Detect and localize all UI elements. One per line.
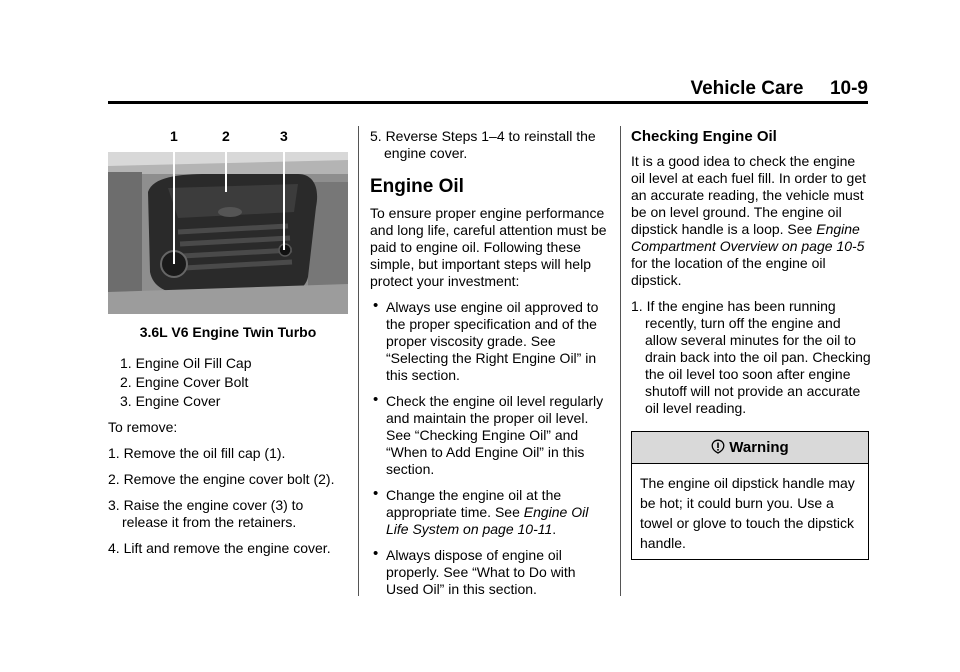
page-header xyxy=(0,78,868,100)
reinstall-step: 5. Reverse Steps 1–4 to reinstall the engine cover. xyxy=(370,128,596,161)
engine-figure xyxy=(108,128,348,314)
bullet-item: • Always dispose of engine oil properly. See “What to Do with Used Oil” in this section. xyxy=(370,547,610,598)
figure-caption: 3.6L V6 Engine Twin Turbo xyxy=(139,324,317,340)
legend-item: 3. Engine Cover xyxy=(120,393,221,409)
engine-cover-photo xyxy=(108,152,348,314)
bullet-text: Change the engine oil at the appropriate time. See xyxy=(386,487,562,520)
warning-box xyxy=(631,431,869,560)
paragraph-text: for the location of the engine oil dipstick. xyxy=(631,255,826,288)
legend-item: 1. Engine Oil Fill Cap xyxy=(120,355,252,371)
bullet-item xyxy=(370,487,610,538)
warning-text: The engine oil dipstick handle may be hot; it could burn you. Use a towel or glove to touch the dipstick handle. xyxy=(640,475,855,551)
column-divider xyxy=(358,126,359,596)
cross-reference-link[interactable]: Engine Oil Life System on page 10-11 xyxy=(386,504,589,537)
removal-step: 2. Remove the engine cover bolt (2). xyxy=(108,471,335,487)
engine-oil-heading: Engine Oil xyxy=(370,176,464,197)
engine-oil-intro: To ensure proper engine performance and long life, careful attention must be paid to engine oil. Following these simple, but important steps will help protect your investment: xyxy=(370,205,607,289)
removal-step: 3. Raise the engine cover (3) to release it from the retainers. xyxy=(108,497,304,530)
column-divider xyxy=(620,126,621,596)
warning-title: Warning xyxy=(729,439,789,456)
paragraph-text: It is a good idea to check the engine oil level at each fuel fill. In order to get an accurate reading, the vehicle must be on level ground. The engine oil dipstick handle is a loop. See xyxy=(631,153,867,237)
warning-icon xyxy=(711,439,725,454)
column-1 xyxy=(108,128,348,566)
cross-reference-link[interactable]: Engine Compartment Overview on page 10-5 xyxy=(631,221,865,254)
column-2 xyxy=(370,128,610,607)
bullet-text: . xyxy=(552,521,557,537)
page-number: 10-9 xyxy=(829,78,868,99)
callout-3: 3 xyxy=(280,128,288,144)
checking-oil-paragraph xyxy=(631,153,871,289)
removal-step: 4. Lift and remove the engine cover. xyxy=(108,540,331,556)
legend-item: 2. Engine Cover Bolt xyxy=(120,374,249,390)
figure-legend xyxy=(108,355,348,410)
section-title: Vehicle Care xyxy=(690,78,804,99)
bullet-item: • Check the engine oil level regularly and maintain the proper oil level. See “Checking Engine Oil” and “When to Add Engine Oil” in this section. xyxy=(370,393,610,478)
warning-header xyxy=(632,432,868,464)
header-rule xyxy=(108,101,868,104)
callout-2: 2 xyxy=(222,128,230,144)
checking-oil-heading: Checking Engine Oil xyxy=(631,128,777,145)
removal-intro: To remove: xyxy=(108,419,178,435)
callout-labels xyxy=(108,128,348,148)
checking-step: 1. If the engine has been running recently, turn off the engine and allow several minutes for the oil to drain back into the oil pan. Checking the oil level too soon after engine shutoff will not provide an accurate oil level reading. xyxy=(631,298,871,416)
column-3 xyxy=(631,128,871,560)
bullet-item: • Always use engine oil approved to the proper specification and of the proper viscosity grade. See “Selecting the Right Engine Oil” in this section. xyxy=(370,299,610,384)
callout-1: 1 xyxy=(170,128,178,144)
removal-step: 1. Remove the oil fill cap (1). xyxy=(108,445,286,461)
